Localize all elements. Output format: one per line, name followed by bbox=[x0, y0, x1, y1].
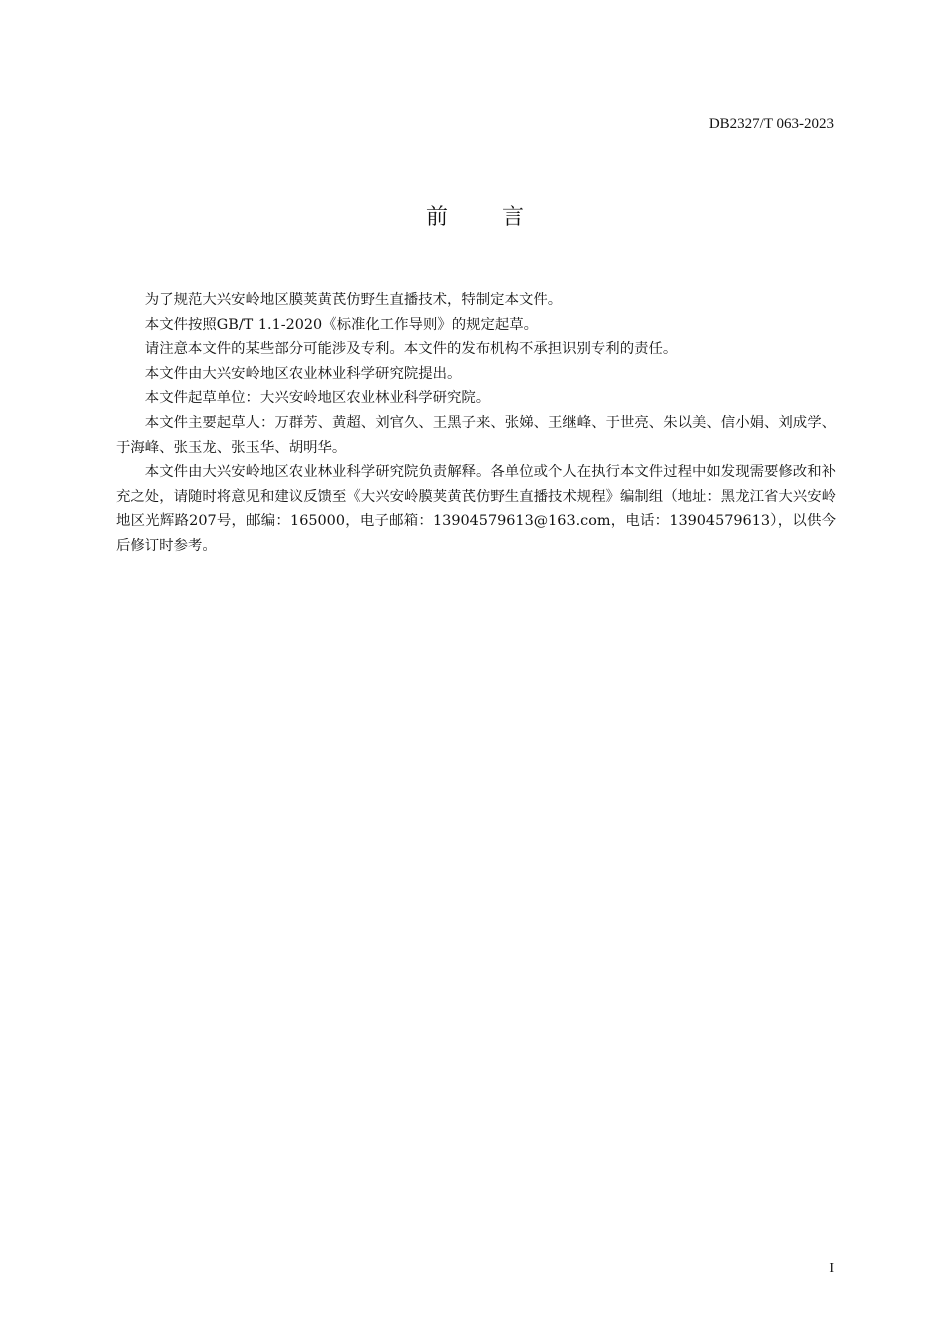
paragraph-drafting-rules: 本文件按照GB/T 1.1-2020《标准化工作导则》的规定起草。 bbox=[144, 316, 539, 333]
page-number: I bbox=[829, 1261, 834, 1276]
paragraph-purpose: 为了规范大兴安岭地区膜荚黄芪仿野生直播技术，特制定本文件。 bbox=[144, 292, 563, 308]
foreword-body bbox=[116, 288, 836, 559]
paragraph-drafting-unit: 本文件起草单位：大兴安岭地区农业林业科学研究院。 bbox=[144, 390, 491, 407]
paragraph-drafters: 本文件主要起草人：万群芳、黄超、刘官久、王黑子来、张娣、王继峰、于世亮、朱以美、信小娟、刘成学、于海峰、张玉龙、张玉华、胡明华。 bbox=[116, 414, 836, 456]
paragraph-proposer: 本文件由大兴安岭地区农业林业科学研究院提出。 bbox=[144, 365, 462, 382]
document-code: DB2327/T 063-2023 bbox=[708, 116, 834, 132]
page-title: 前言 bbox=[425, 205, 578, 230]
paragraph-interpretation: 本文件由大兴安岭地区农业林业科学研究院负责解释。各单位或个人在执行本文件过程中如发现需要修改和补充之处，请随时将意见和建议反馈至《大兴安岭膜荚黄芪仿野生直播技术规程》编制组（地址：黑龙江省大兴安岭地区光辉路207号，邮编：165000，电子邮箱：13904579613@163.com，电话：13904579613），以供今后修订时参考。 bbox=[116, 464, 836, 554]
paragraph-patent-notice: 请注意本文件的某些部分可能涉及专利。本文件的发布机构不承担识别专利的责任。 bbox=[144, 341, 678, 358]
